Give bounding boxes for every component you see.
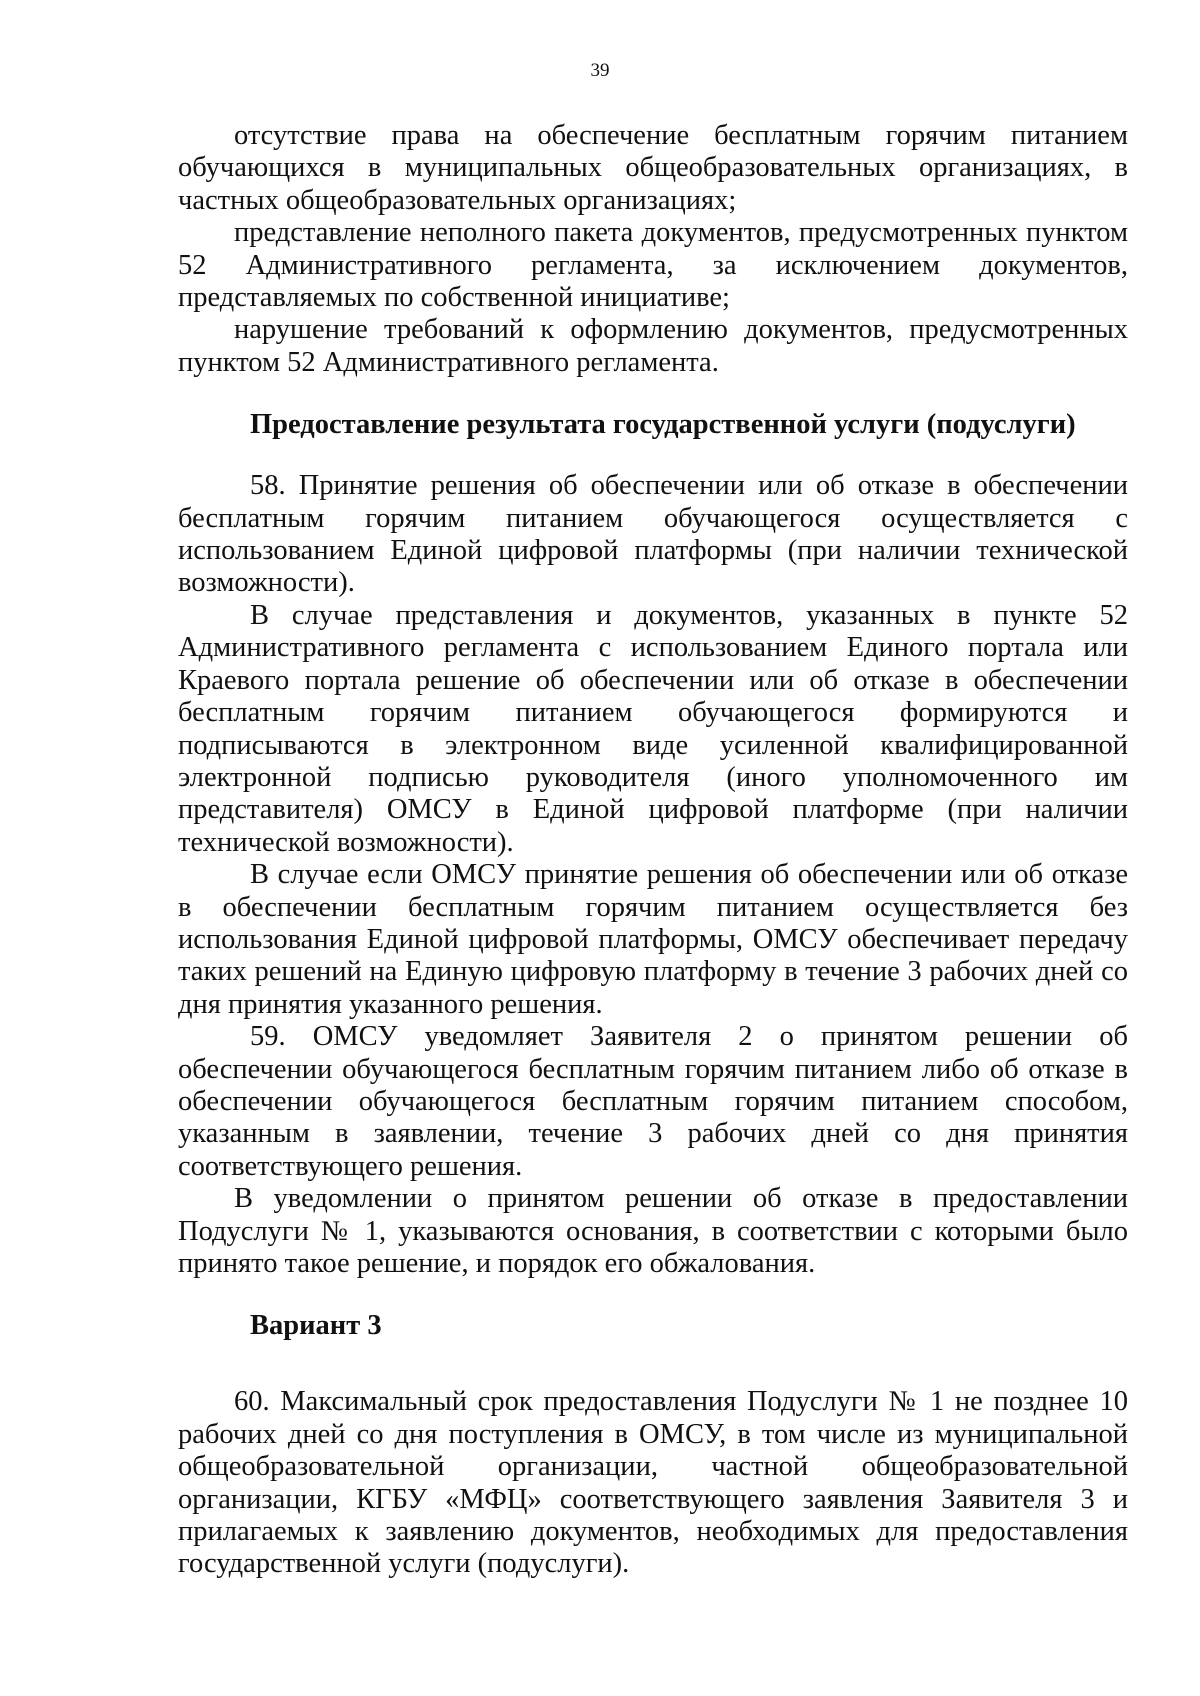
paragraph: В случае представления и документов, указанных в пункте 52 Административного регламента с использованием Единого портала или Краевого портала решение об обеспечении или об отказе в обеспечении бесплатным горячим питанием обучающегося формируются и подписываются в электронном виде усиленной квалифицированной электронной подписью руководителя (иного уполномоченного им представителя) ОМСУ в Единой цифровой платформе (при наличии технической возможности). (178, 599, 1128, 858)
paragraph: 59. ОМСУ уведомляет Заявителя 2 о принятом решении об обеспечении обучающегося бесплатным горячим питанием либо об отказе в обеспечении обучающегося бесплатным горячим питанием способом, указанным в заявлении, течение 3 рабочих дней со дня принятия соответствующего решения. (178, 1021, 1128, 1182)
paragraph: В уведомлении о принятом решении об отказе в предоставлении Подуслуги № 1, указываются основания, в соответствии с которыми было принято такое решение, и порядок его обжалования. (178, 1183, 1128, 1279)
page-number: 39 (590, 60, 610, 81)
section-heading: Вариант 3 (250, 1310, 382, 1342)
paragraph: нарушение требований к оформлению документов, предусмотренных пунктом 52 Административного регламента. (178, 314, 1128, 378)
paragraph: 58. Принятие решения об обеспечении или об отказе в обеспечении бесплатным горячим питанием обучающегося осуществляется с использованием Единой цифровой платформы (при наличии технической возможности). (178, 470, 1128, 599)
paragraph: В случае если ОМСУ принятие решения об обеспечении или об отказе в обеспечении бесплатным горячим питанием осуществляется без использования Единой цифровой платформы, ОМСУ обеспечивает передачу таких решений на Единую цифровую платформу в течение 3 рабочих дней со дня принятия указанного решения. (178, 859, 1128, 1020)
paragraph: представление неполного пакета документов, предусмотренных пунктом 52 Административного регламента, за исключением документов, представляемых по собственной инициативе; (178, 217, 1128, 314)
section-heading: Предоставление результата государственной услуги (подуслуги) (250, 409, 1076, 441)
paragraph: 60. Максимальный срок предоставления Подуслуги № 1 не позднее 10 рабочих дней со дня поступления в ОМСУ, в том числе из муниципальной общеобразовательной организации, частной общеобразовательной организации, КГБУ «МФЦ» соответствующего заявления Заявителя 3 и прилагаемых к заявлению документов, необходимых для предоставления государственной услуги (подуслуги). (178, 1386, 1128, 1580)
document-body (178, 120, 1128, 1581)
paragraph: отсутствие права на обеспечение бесплатным горячим питанием обучающихся в муниципальных общеобразовательных организациях, в частных общеобразовательных организациях; (178, 120, 1128, 216)
